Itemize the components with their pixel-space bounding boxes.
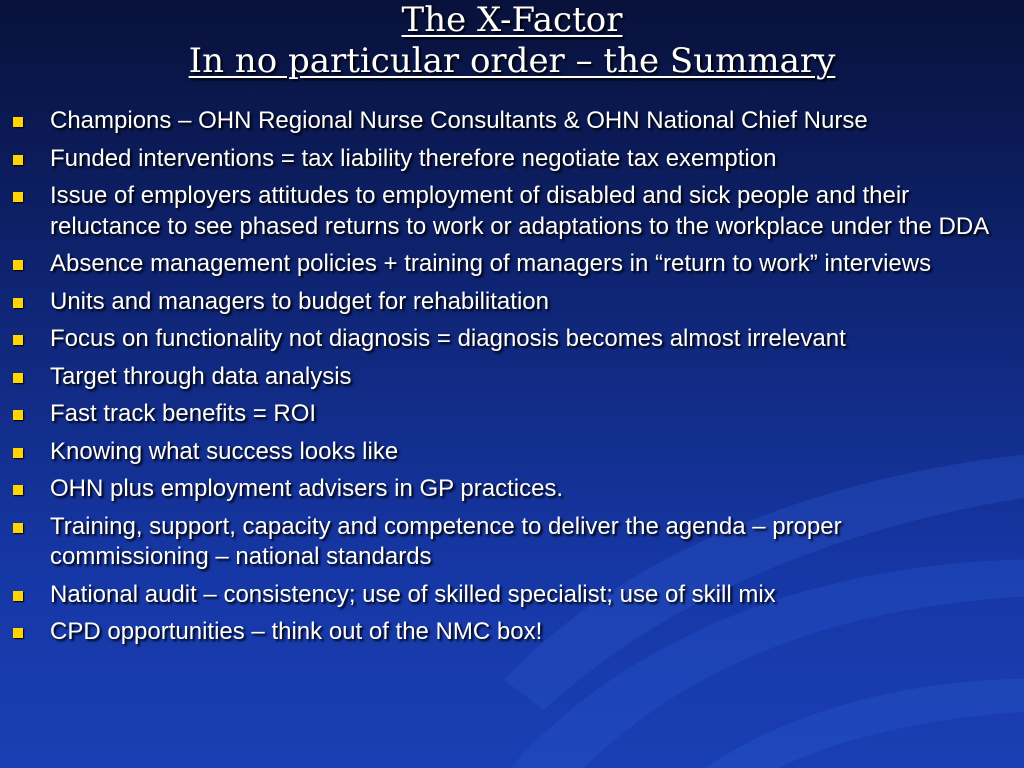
square-bullet-icon [13,523,23,533]
list-item [0,362,1024,393]
list-item [0,437,1024,468]
list-item [0,512,1024,573]
square-bullet-icon [13,298,23,308]
square-bullet-icon [13,485,23,495]
title-text-subtitle: In no particular order – the Summary [188,41,836,81]
square-bullet-icon [13,591,23,601]
title-line-main [0,0,1024,41]
list-item [0,399,1024,430]
bullet-text: Fast track benefits = ROI [50,400,317,427]
bullet-text: Target through data analysis [50,362,352,390]
bullet-text: Focus on functionality not diagnosis = diagnosis becomes almost irrelevant [50,325,846,352]
list-item [0,144,1024,175]
bullet-text: Champions – OHN Regional Nurse Consultants & OHN National Chief Nurse [50,107,868,134]
bullet-text: Units and managers to budget for rehabilitation [50,287,549,315]
bullet-text: Issue of employers attitudes to employment of disabled and sick people and their reluctance to see phased returns to work or adaptations to the workplace under the DDA [50,182,990,240]
bullet-text: CPD opportunities – think out of the NMC box! [50,618,543,645]
list-item [0,580,1024,611]
bullet-text: OHN plus employment advisers in GP practices. [50,475,564,502]
square-bullet-icon [13,373,23,383]
list-item [0,287,1024,318]
list-item [0,474,1024,505]
square-bullet-icon [13,335,23,345]
bullet-text: Knowing what success looks like [50,437,399,465]
bullet-text: Funded interventions = tax liability therefore negotiate tax exemption [50,144,777,172]
bullet-text: Training, support, capacity and competence to deliver the agenda – proper commissioning – national standards [50,512,842,570]
title-text-main: The X-Factor [401,0,623,40]
slide-title [0,0,1024,82]
bullet-list [0,106,1024,655]
square-bullet-icon [13,628,23,638]
bullet-text: Absence management policies + training of managers in “return to work” interviews [50,250,932,277]
list-item [0,249,1024,280]
square-bullet-icon [13,155,23,165]
square-bullet-icon [13,410,23,420]
square-bullet-icon [13,192,23,202]
title-line-subtitle [0,41,1024,82]
bullet-text: National audit – consistency; use of skilled specialist; use of skill mix [50,580,776,608]
list-item [0,181,1024,242]
square-bullet-icon [13,117,23,127]
square-bullet-icon [13,260,23,270]
list-item [0,106,1024,137]
list-item [0,324,1024,355]
square-bullet-icon [13,448,23,458]
list-item [0,617,1024,648]
